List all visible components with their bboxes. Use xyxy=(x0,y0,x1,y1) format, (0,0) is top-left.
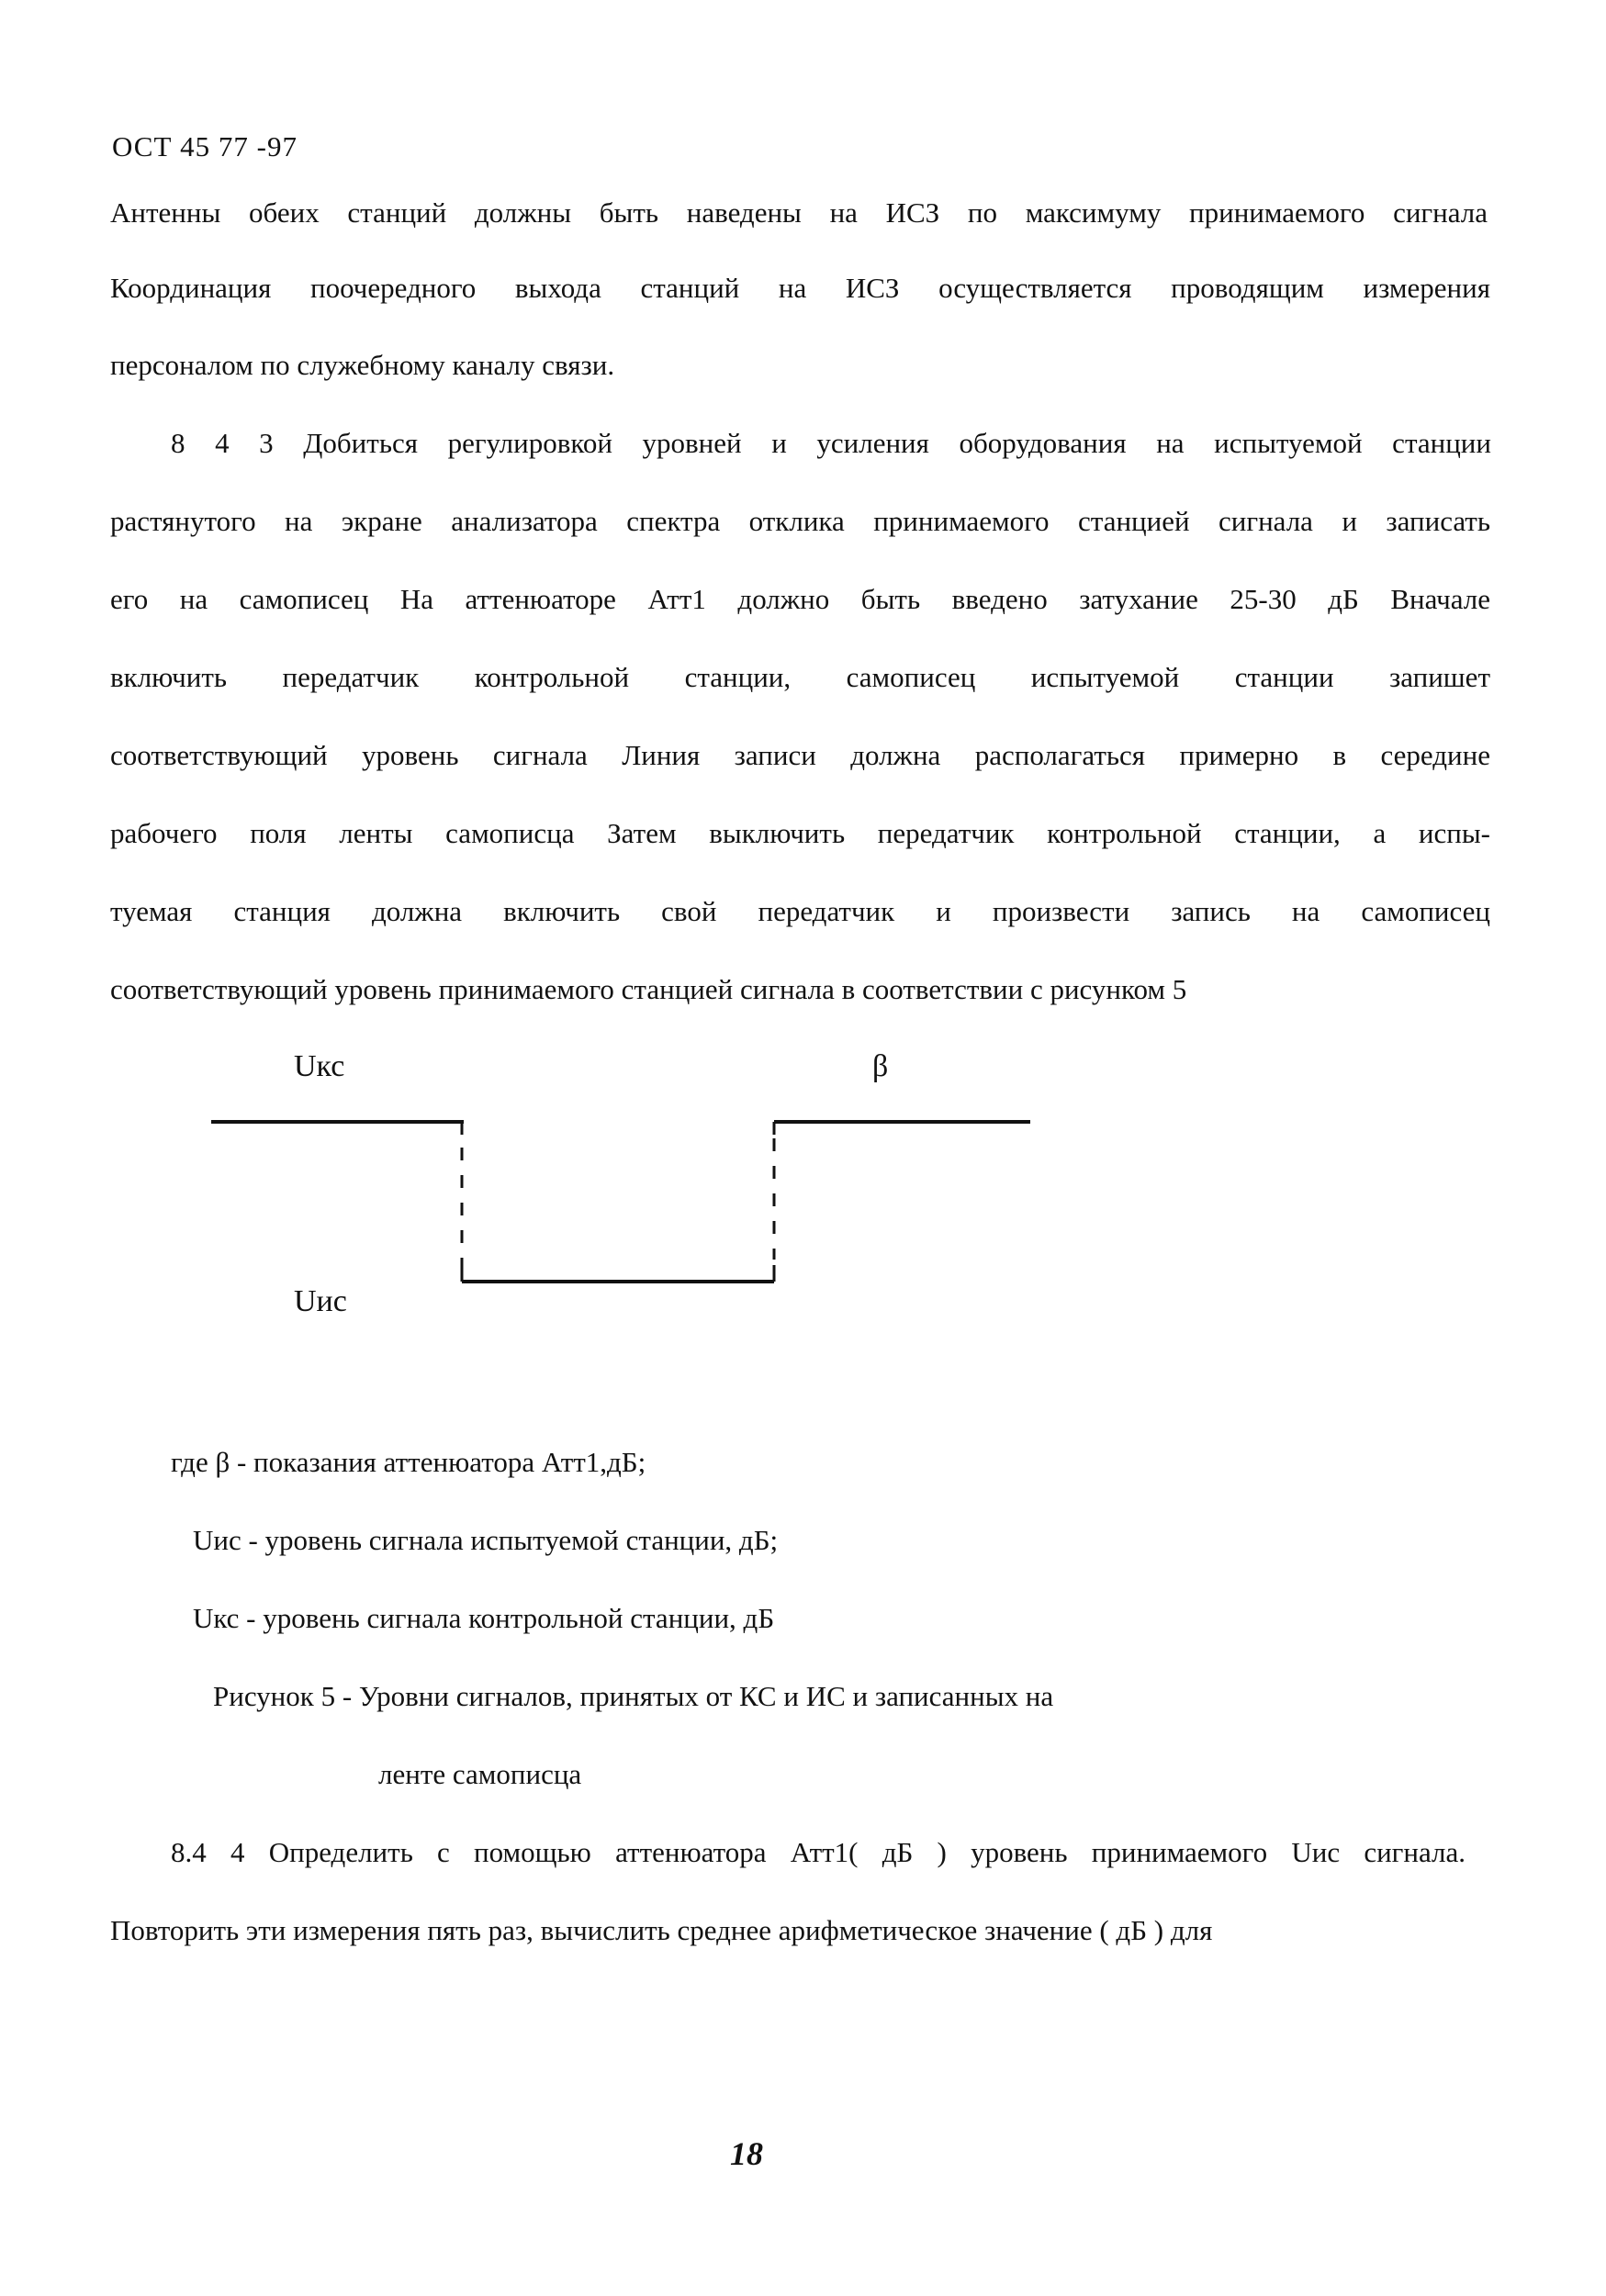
paragraph-line: персоналом по служебному каналу связи. xyxy=(110,349,615,381)
figure-label-uic: Uис xyxy=(294,1284,347,1318)
paragraph-line: 8 4 3 Добиться регулировкой уровней и усиления оборудования на испытуемой станции xyxy=(171,427,1491,459)
paragraph-line: соответствующий уровень принимаемого станцией сигнала в соответствии с рисунком 5 xyxy=(110,973,1187,1005)
paragraph-line: Повторить эти измерения пять раз, вычислить среднее арифметическое значение ( дБ ) для xyxy=(110,1914,1213,1946)
legend-line: Uис - уровень сигнала испытуемой станции, дБ; xyxy=(193,1524,779,1556)
paragraph-line: 8.4 4 Определить с помощью аттенюатора Атт1( дБ ) уровень принимаемого Uис сигнала. xyxy=(171,1836,1466,1868)
legend-line: где β - показания аттенюатора Атт1,дБ; xyxy=(171,1446,646,1478)
figure-caption-line: Рисунок 5 - Уровни сигналов, принятых от КС и ИС и записанных на xyxy=(213,1680,1054,1712)
figure-label-ukc: Uкс xyxy=(294,1049,345,1083)
paragraph-line: туемая станция должна включить свой передатчик и произвести запись на самописец xyxy=(110,895,1490,927)
page-number: 18 xyxy=(730,2135,763,2172)
paragraph-line: включить передатчик контрольной станции, самописец испытуемой станции запишет xyxy=(110,661,1490,693)
paragraph-line: растянутого на экране анализатора спектра отклика принимаемого станцией сигнала и записать xyxy=(110,505,1490,537)
legend-line: Uкс - уровень сигнала контрольной станции, дБ xyxy=(193,1602,775,1634)
paragraph-line: Координация поочередного выхода станций на ИСЗ осуществляется проводящим измерения xyxy=(110,272,1490,304)
paragraph-line: соответствующий уровень сигнала Линия записи должна располагаться примерно в середине xyxy=(110,739,1490,771)
paragraph-line: Антенны обеих станций должны быть наведены на ИСЗ по максимуму принимаемого сигнала xyxy=(110,196,1488,229)
figure-caption-line: ленте самописца xyxy=(378,1758,582,1790)
figure-label-beta: β xyxy=(872,1049,889,1083)
paragraph-line: его на самописец На аттенюаторе Атт1 должно быть введено затухание 25-30 дБ Вначале xyxy=(110,583,1490,615)
paragraph-line: рабочего поля ленты самописца Затем выключить передатчик контрольной станции, а испы- xyxy=(110,817,1490,849)
document-header: ОСТ 45 77 -97 xyxy=(112,130,298,162)
